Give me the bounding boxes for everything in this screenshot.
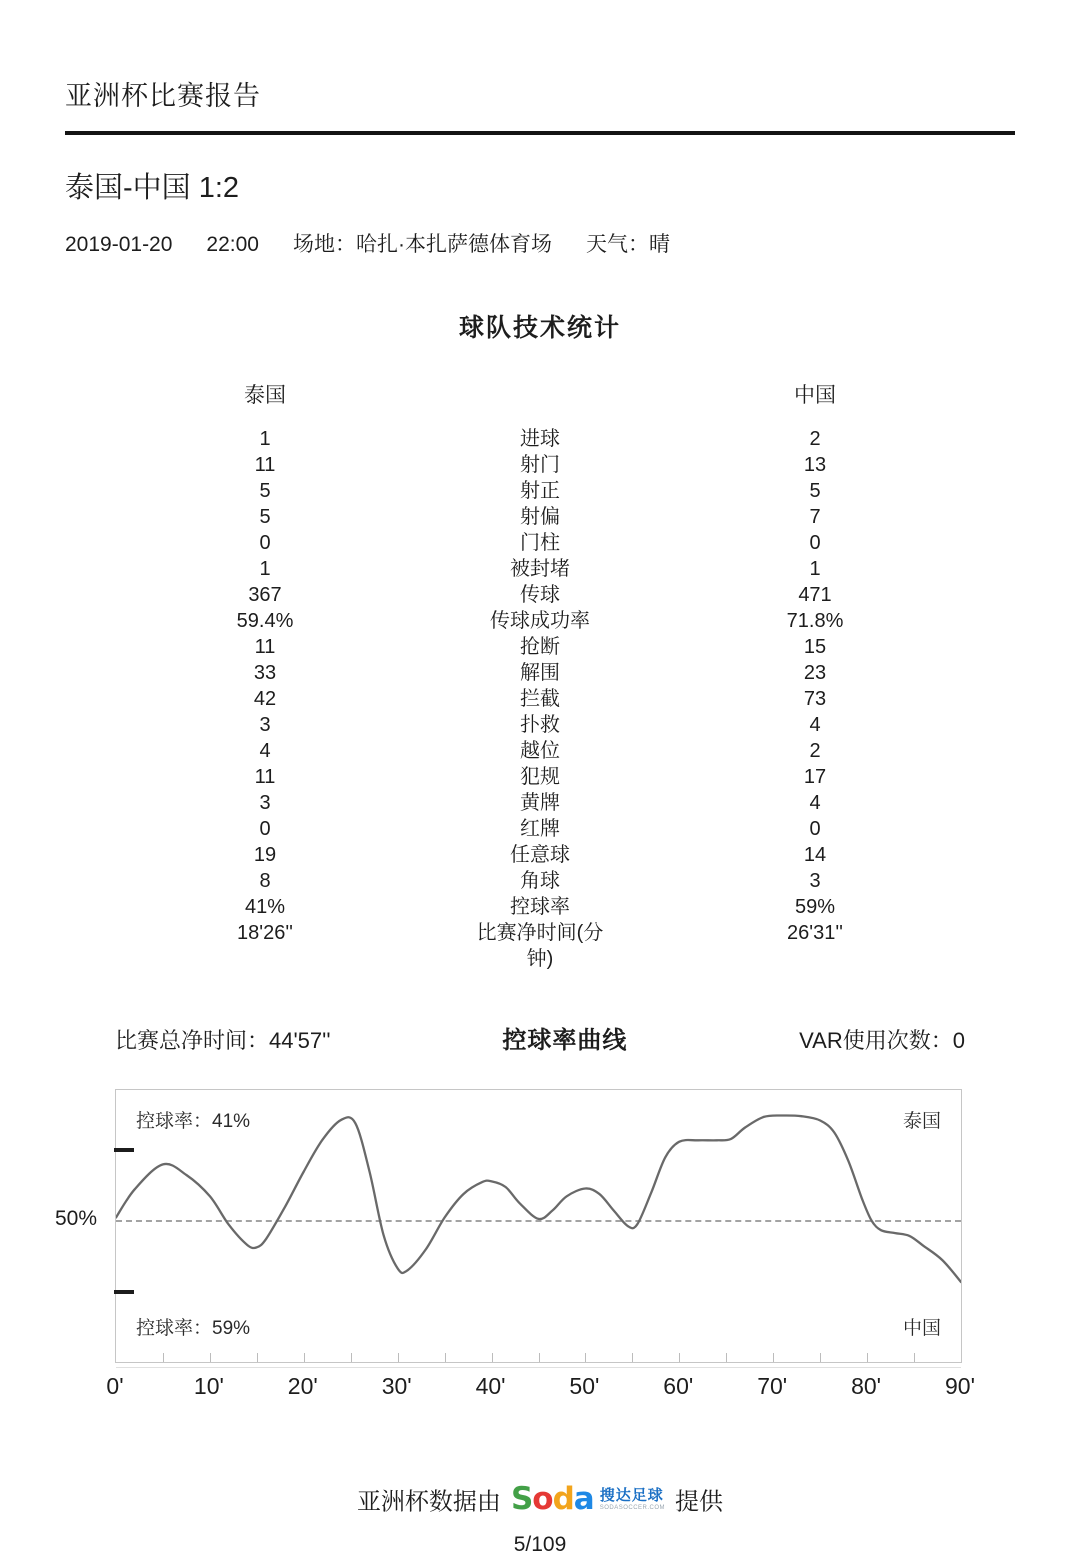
stat-label: 角球	[520, 870, 560, 892]
match-meta	[65, 228, 1015, 258]
away-team-name: 中国	[794, 384, 836, 407]
title-divider	[65, 131, 1015, 135]
page-title: 亚洲杯比赛报告	[65, 81, 261, 111]
stat-row	[65, 764, 1015, 790]
y-axis-50-label: 50%	[55, 1207, 98, 1231]
stat-away-value: 23	[803, 662, 827, 684]
stat-home-value: 18'26''	[237, 922, 293, 944]
soda-logo-cn: 搜达足球	[599, 1486, 664, 1504]
stat-row	[65, 738, 1015, 764]
home-team-name: 泰国	[244, 384, 286, 407]
stat-row	[65, 712, 1015, 738]
footer-credit	[65, 1481, 1015, 1517]
stat-row	[65, 660, 1015, 686]
stat-home-value: 0	[259, 818, 271, 840]
stat-label: 被封堵	[510, 558, 570, 580]
stat-home-value: 1	[259, 428, 271, 450]
chart-header	[65, 1020, 1015, 1055]
soda-logo-letters	[511, 1481, 594, 1517]
stat-row	[65, 530, 1015, 556]
provider-suffix: 提供	[675, 1488, 724, 1516]
x-axis-minor-tick	[398, 1353, 399, 1362]
soda-logo-sub: SODASOCCER.COM	[599, 1504, 666, 1511]
stat-label: 犯规	[520, 766, 560, 788]
x-axis-subline	[116, 1367, 961, 1368]
stat-home-value: 41%	[244, 896, 286, 918]
stat-label: 控球率	[510, 896, 570, 918]
stat-away-value: 59%	[794, 896, 836, 918]
match-date: 2019-01-20	[65, 233, 173, 256]
away-team-label: 中国	[902, 1318, 941, 1339]
chart-plot-area	[115, 1089, 962, 1363]
stat-home-value: 19	[253, 844, 277, 866]
x-axis-minor-tick	[914, 1353, 915, 1362]
stat-away-value: 4	[809, 792, 821, 814]
stat-label: 抢断	[520, 636, 560, 658]
stat-away-value: 15	[803, 636, 827, 658]
soda-logo-text	[600, 1488, 665, 1511]
stat-away-value: 7	[809, 506, 821, 528]
stat-home-value: 5	[259, 480, 271, 502]
stat-row	[65, 452, 1015, 478]
x-axis-minor-tick	[867, 1353, 868, 1362]
x-axis-label: 10'	[193, 1373, 224, 1399]
x-axis-minor-tick	[726, 1353, 727, 1362]
soda-logo	[511, 1481, 665, 1517]
stat-home-value: 5	[259, 506, 271, 528]
stat-label: 红牌	[520, 818, 560, 840]
match-title: 泰国-中国 1:2	[65, 172, 240, 204]
x-axis-minor-tick	[492, 1353, 493, 1362]
stat-row	[65, 634, 1015, 660]
stats-title: 球队技术统计	[458, 314, 621, 342]
match-venue: 场地：哈扎·本扎萨德体育场	[292, 233, 552, 256]
x-axis-minor-tick	[632, 1353, 633, 1362]
stat-away-value: 73	[803, 688, 827, 710]
x-axis-label: 40'	[475, 1373, 506, 1399]
stat-away-value: 5	[809, 480, 821, 502]
soda-logo-letter: o	[532, 1481, 553, 1517]
stat-label: 拦截	[520, 688, 560, 710]
home-possession-label: 控球率：41%	[136, 1111, 251, 1132]
stat-away-value: 0	[809, 532, 821, 554]
x-axis-minor-tick	[445, 1353, 446, 1362]
page-number: 5/109	[513, 1533, 567, 1556]
x-axis-minor-tick	[539, 1353, 540, 1362]
home-team-label: 泰国	[902, 1111, 941, 1132]
x-axis-label: 60'	[663, 1373, 694, 1399]
stat-home-value: 11	[254, 766, 276, 788]
net-time-label: 比赛总净时间：44'57''	[115, 1028, 331, 1053]
stat-row	[65, 478, 1015, 504]
stats-table	[65, 382, 1015, 972]
x-axis-minor-tick	[820, 1353, 821, 1362]
stat-label: 越位	[520, 740, 560, 762]
x-axis-minor-tick	[304, 1353, 305, 1362]
chart-title: 控球率曲线	[502, 1027, 628, 1054]
x-axis-minor-tick	[163, 1353, 164, 1362]
stat-row	[65, 868, 1015, 894]
stat-label: 比赛净时间(分钟)	[476, 922, 604, 970]
stat-home-value: 3	[259, 792, 271, 814]
provider-prefix: 亚洲杯数据由	[356, 1488, 501, 1516]
x-axis-labels	[106, 1373, 975, 1407]
stat-label: 传球成功率	[490, 610, 590, 632]
stat-label: 射门	[520, 454, 560, 476]
stat-label: 门柱	[520, 532, 560, 554]
stat-row	[65, 556, 1015, 582]
stats-header-spacer	[465, 382, 615, 410]
stat-home-value: 59.4%	[236, 610, 294, 632]
stat-label: 传球	[520, 584, 560, 606]
stat-row	[65, 582, 1015, 608]
stat-away-value: 13	[803, 454, 827, 476]
stat-away-value: 2	[809, 740, 821, 762]
stat-row	[65, 920, 1015, 972]
stat-away-value: 4	[809, 714, 821, 736]
stat-home-value: 8	[259, 870, 271, 892]
stat-label: 射正	[520, 480, 560, 502]
x-axis-minor-tick	[679, 1353, 680, 1362]
soda-logo-letter: S	[510, 1481, 533, 1517]
stat-home-value: 367	[248, 584, 282, 606]
stat-away-value: 71.8%	[786, 610, 844, 632]
stats-rows	[65, 426, 1015, 972]
stat-label: 黄牌	[520, 792, 560, 814]
stat-away-value: 0	[809, 818, 821, 840]
stat-home-value: 1	[259, 558, 271, 580]
x-axis-label: 0'	[106, 1373, 124, 1399]
x-axis-label: 80'	[851, 1373, 882, 1399]
stat-label: 射偏	[520, 506, 560, 528]
stat-home-value: 4	[259, 740, 271, 762]
y-axis-tick	[114, 1148, 134, 1152]
soda-logo-letter: a	[573, 1481, 594, 1517]
stat-home-value: 11	[254, 636, 276, 658]
stat-home-value: 3	[259, 714, 271, 736]
stat-home-value: 0	[259, 532, 271, 554]
var-count-label: VAR使用次数：0	[799, 1028, 965, 1053]
stat-row	[65, 790, 1015, 816]
stat-label: 解围	[520, 662, 560, 684]
stat-row	[65, 504, 1015, 530]
stats-header-row	[65, 382, 1015, 410]
stat-away-value: 471	[798, 584, 832, 606]
stat-home-value: 33	[253, 662, 277, 684]
stat-away-value: 1	[809, 558, 821, 580]
soda-logo-letter: d	[552, 1481, 574, 1517]
stat-row	[65, 426, 1015, 452]
stat-row	[65, 608, 1015, 634]
stat-row	[65, 894, 1015, 920]
stat-label: 扑救	[520, 714, 560, 736]
stat-away-value: 26'31''	[787, 922, 843, 944]
stat-home-value: 11	[254, 454, 276, 476]
possession-chart	[55, 1089, 975, 1407]
stat-away-value: 3	[809, 870, 821, 892]
stat-away-value: 17	[803, 766, 827, 788]
stat-label: 进球	[520, 428, 560, 450]
x-axis-minor-tick	[257, 1353, 258, 1362]
x-axis-minor-tick	[585, 1353, 586, 1362]
away-possession-label: 控球率：59%	[136, 1318, 251, 1339]
possession-curve-path	[116, 1115, 961, 1282]
stat-row	[65, 686, 1015, 712]
x-axis-label: 20'	[287, 1373, 318, 1399]
stat-row	[65, 816, 1015, 842]
x-axis-minor-tick	[351, 1353, 352, 1362]
x-axis-minor-tick	[210, 1353, 211, 1362]
x-axis-label: 30'	[381, 1373, 412, 1399]
stat-away-value: 14	[803, 844, 827, 866]
x-axis-label: 90'	[945, 1373, 975, 1399]
stat-row	[65, 842, 1015, 868]
x-axis-label: 70'	[757, 1373, 788, 1399]
match-weather: 天气：晴	[585, 233, 670, 256]
x-axis-minor-tick	[773, 1353, 774, 1362]
stat-home-value: 42	[253, 688, 277, 710]
stat-label: 任意球	[510, 844, 570, 866]
match-time: 22:00	[206, 233, 259, 256]
x-axis-label: 50'	[569, 1373, 600, 1399]
y-axis-tick	[114, 1290, 134, 1294]
stat-away-value: 2	[809, 428, 821, 450]
